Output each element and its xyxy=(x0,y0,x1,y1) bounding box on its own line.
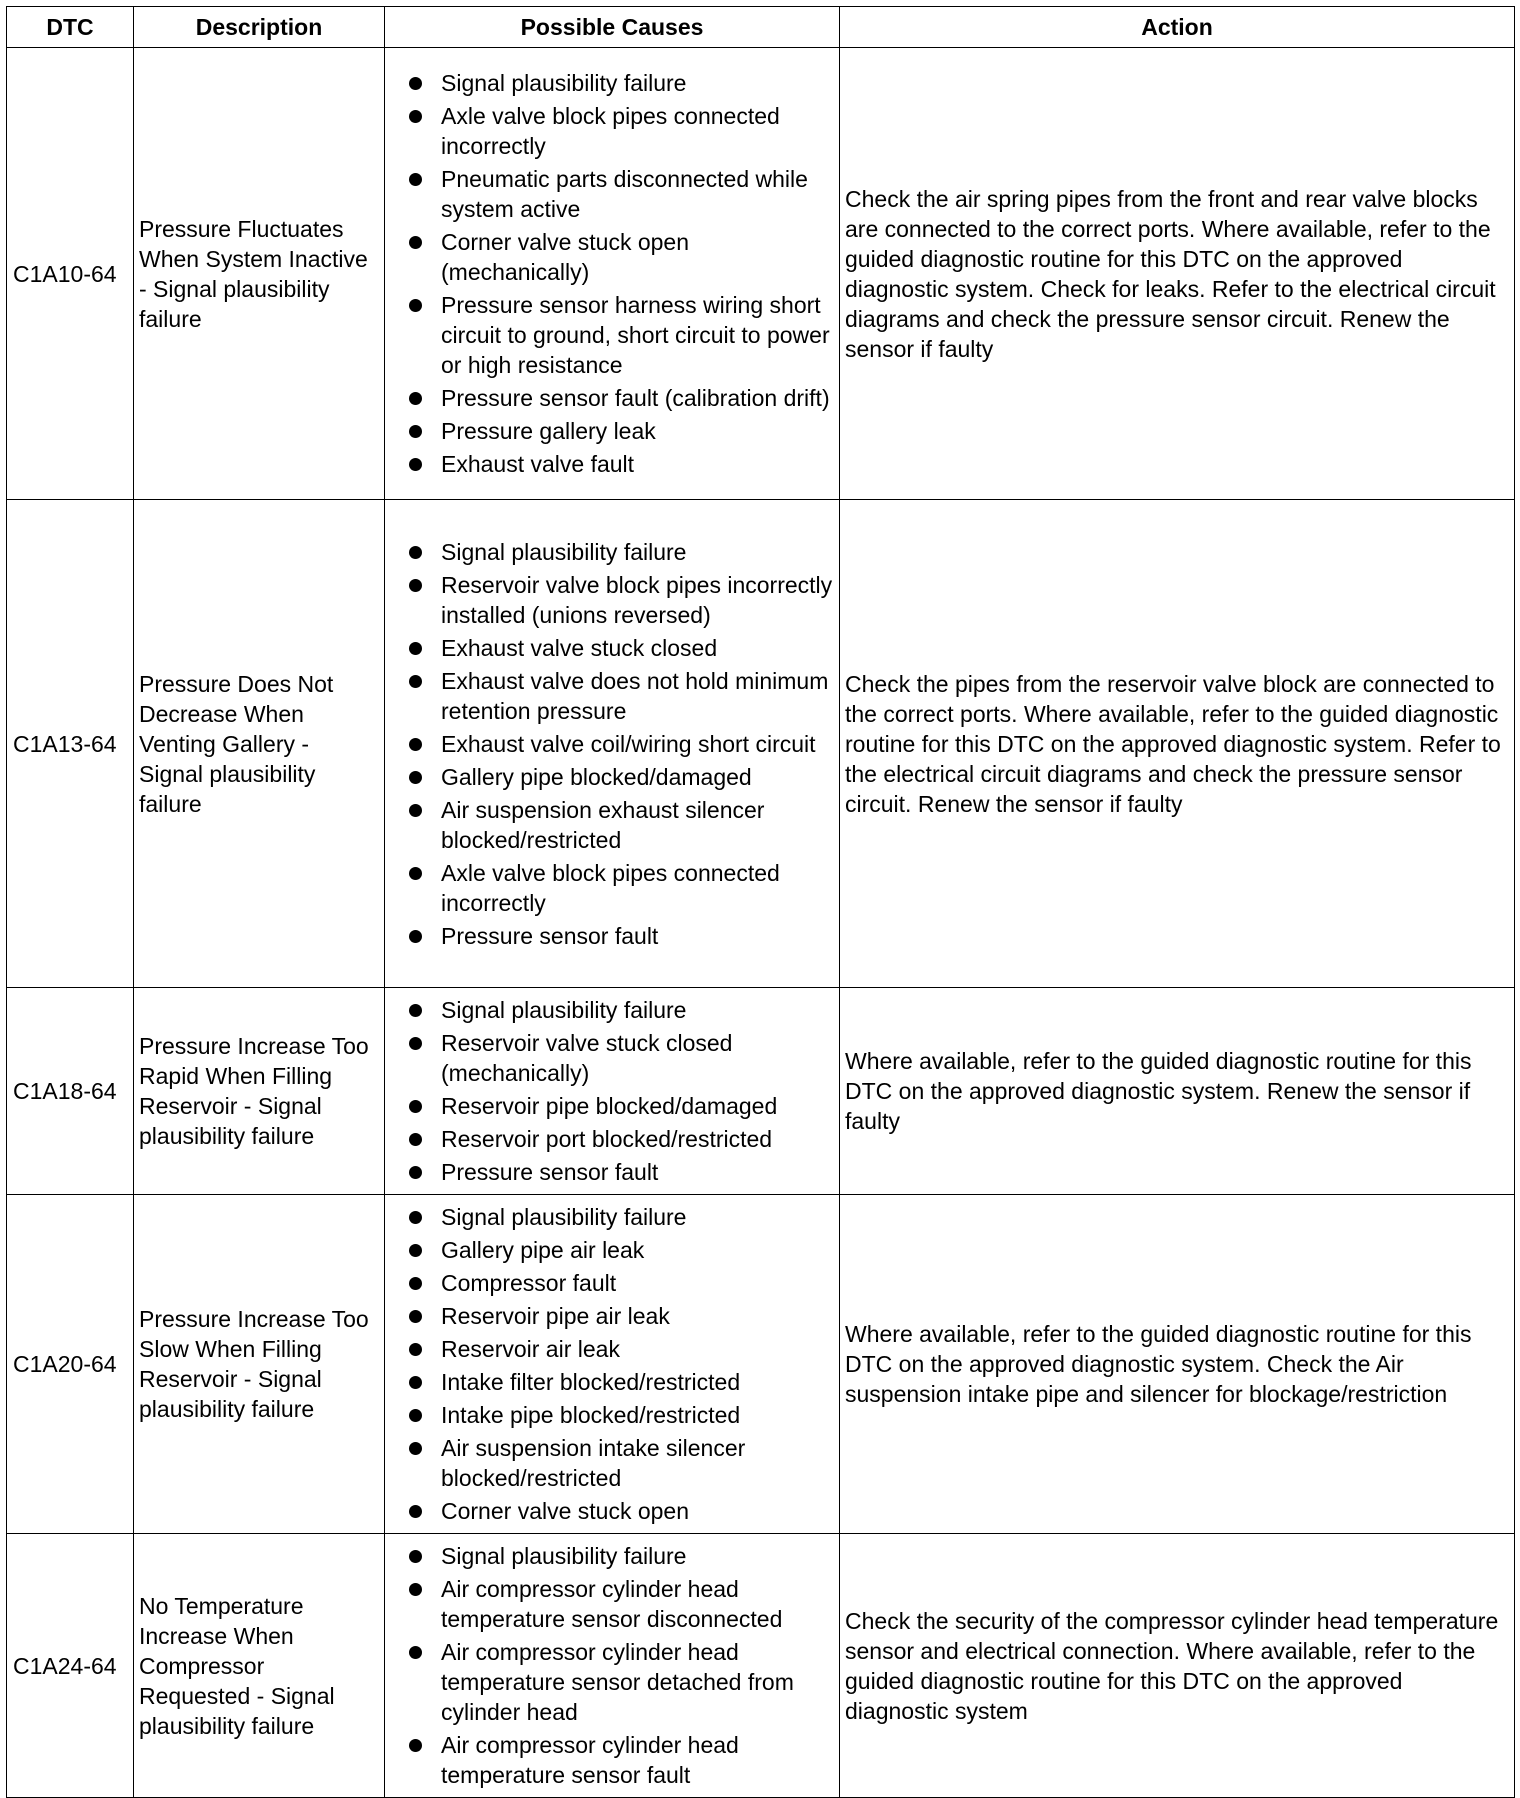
causes-cell xyxy=(385,1195,840,1534)
causes-cell xyxy=(385,500,840,988)
table-body xyxy=(7,48,1515,1798)
header-row xyxy=(7,7,1515,48)
action-cell: Where available, refer to the guided diagnostic routine for this DTC on the approved diagnostic system. Renew the sensor if faulty xyxy=(840,988,1515,1195)
cause-item: Signal plausibility failure xyxy=(403,68,833,98)
cause-item: Gallery pipe blocked/damaged xyxy=(403,762,833,792)
cause-item: Corner valve stuck open xyxy=(403,1496,833,1526)
cause-item: Exhaust valve does not hold minimum retention pressure xyxy=(403,666,833,726)
description-cell: Pressure Increase Too Slow When Filling Reservoir - Signal plausibility failure xyxy=(134,1195,385,1534)
action-cell: Check the security of the compressor cylinder head temperature sensor and electrical connection. Where available, refer to the guided diagnostic routine for this DTC on the approved diagnostic system xyxy=(840,1534,1515,1798)
dtc-code: C1A13-64 xyxy=(7,500,134,988)
causes-cell xyxy=(385,48,840,500)
cause-item: Intake filter blocked/restricted xyxy=(403,1367,833,1397)
cause-item: Reservoir port blocked/restricted xyxy=(403,1124,833,1154)
table-row xyxy=(7,1195,1515,1534)
description-cell: Pressure Does Not Decrease When Venting Gallery - Signal plausibility failure xyxy=(134,500,385,988)
cause-item: Axle valve block pipes connected incorrectly xyxy=(403,101,833,161)
causes-cell xyxy=(385,988,840,1195)
cause-item: Exhaust valve stuck closed xyxy=(403,633,833,663)
dtc-code: C1A24-64 xyxy=(7,1534,134,1798)
table-row xyxy=(7,1534,1515,1798)
table-row xyxy=(7,48,1515,500)
dtc-code: C1A10-64 xyxy=(7,48,134,500)
cause-item: Reservoir valve block pipes incorrectly installed (unions reversed) xyxy=(403,570,833,630)
cause-item: Air compressor cylinder head temperature sensor disconnected xyxy=(403,1574,833,1634)
cause-item: Pressure sensor fault xyxy=(403,921,833,951)
cause-list xyxy=(403,995,833,1187)
cause-list xyxy=(403,1541,833,1790)
description-cell: Pressure Fluctuates When System Inactive - Signal plausibility failure xyxy=(134,48,385,500)
cause-item: Signal plausibility failure xyxy=(403,1202,833,1232)
cause-item: Pressure gallery leak xyxy=(403,416,833,446)
cause-list xyxy=(403,1202,833,1526)
cause-item: Axle valve block pipes connected incorrectly xyxy=(403,858,833,918)
cause-item: Compressor fault xyxy=(403,1268,833,1298)
action-cell: Check the air spring pipes from the front and rear valve blocks are connected to the correct ports. Where available, refer to the guided diagnostic routine for this DTC on the approved diagnostic system. Check for leaks. Refer to the electrical circuit diagrams and check the pressure sensor circuit. Renew the sensor if faulty xyxy=(840,48,1515,500)
cause-item: Signal plausibility failure xyxy=(403,537,833,567)
cause-item: Air compressor cylinder head temperature sensor fault xyxy=(403,1730,833,1790)
header-description: Description xyxy=(134,7,385,48)
description-cell: No Temperature Increase When Compressor Requested - Signal plausibility failure xyxy=(134,1534,385,1798)
cause-item: Signal plausibility failure xyxy=(403,995,833,1025)
table-row xyxy=(7,988,1515,1195)
cause-item: Signal plausibility failure xyxy=(403,1541,833,1571)
cause-item: Pressure sensor fault xyxy=(403,1157,833,1187)
cause-item: Pressure sensor fault (calibration drift) xyxy=(403,383,833,413)
cause-item: Exhaust valve coil/wiring short circuit xyxy=(403,729,833,759)
dtc-table xyxy=(6,6,1515,1798)
dtc-code: C1A18-64 xyxy=(7,988,134,1195)
cause-item: Reservoir air leak xyxy=(403,1334,833,1364)
action-cell: Where available, refer to the guided diagnostic routine for this DTC on the approved diagnostic system. Check the Air suspension intake pipe and silencer for blockage/restriction xyxy=(840,1195,1515,1534)
table-row xyxy=(7,500,1515,988)
header-action: Action xyxy=(840,7,1515,48)
description-cell: Pressure Increase Too Rapid When Filling Reservoir - Signal plausibility failure xyxy=(134,988,385,1195)
cause-item: Pneumatic parts disconnected while system active xyxy=(403,164,833,224)
cause-item: Exhaust valve fault xyxy=(403,449,833,479)
cause-item: Air suspension exhaust silencer blocked/restricted xyxy=(403,795,833,855)
action-cell: Check the pipes from the reservoir valve block are connected to the correct ports. Where available, refer to the guided diagnostic routine for this DTC on the approved diagnostic system. Refer to the electrical circuit diagrams and check the pressure sensor circuit. Renew the sensor if faulty xyxy=(840,500,1515,988)
cause-item: Reservoir pipe blocked/damaged xyxy=(403,1091,833,1121)
cause-item: Corner valve stuck open (mechanically) xyxy=(403,227,833,287)
header-dtc: DTC xyxy=(7,7,134,48)
cause-item: Air compressor cylinder head temperature sensor detached from cylinder head xyxy=(403,1637,833,1727)
cause-item: Air suspension intake silencer blocked/restricted xyxy=(403,1433,833,1493)
header-possible-causes: Possible Causes xyxy=(385,7,840,48)
cause-item: Reservoir valve stuck closed (mechanically) xyxy=(403,1028,833,1088)
cause-list xyxy=(403,68,833,479)
cause-item: Pressure sensor harness wiring short circuit to ground, short circuit to power or high resistance xyxy=(403,290,833,380)
cause-item: Reservoir pipe air leak xyxy=(403,1301,833,1331)
dtc-code: C1A20-64 xyxy=(7,1195,134,1534)
cause-item: Gallery pipe air leak xyxy=(403,1235,833,1265)
cause-list xyxy=(403,537,833,951)
causes-cell xyxy=(385,1534,840,1798)
cause-item: Intake pipe blocked/restricted xyxy=(403,1400,833,1430)
